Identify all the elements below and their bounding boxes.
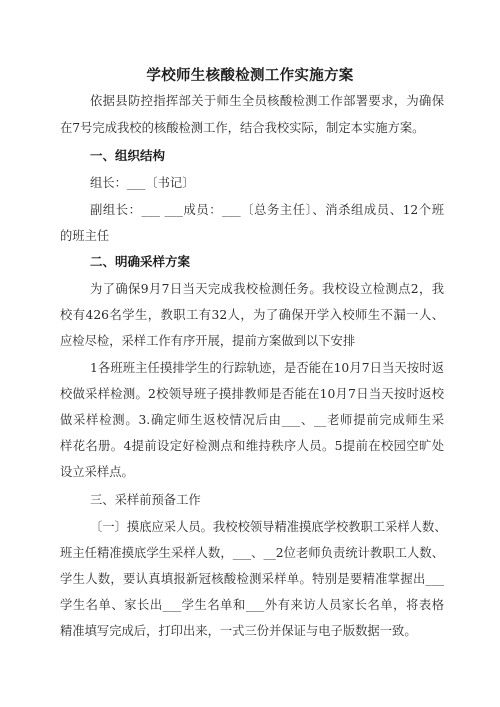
paragraph-line: 组长：___〔书记〕	[90, 176, 195, 190]
section-heading: 一、组织结构	[90, 148, 166, 163]
section-heading: 三、采样前预备工作	[90, 493, 201, 507]
paragraph-line: 精准填写完成后，打印出来，一式三份并保证与电子版数据一致。	[60, 624, 417, 638]
paragraph-line: 应检尽检，采样工作有序开展，提前方案做到以下安排	[60, 334, 356, 348]
paragraph-line: 为了确保9月7日当天完成我校检测任务。我校设立检测点2，我	[90, 282, 444, 296]
paragraph-line: 学生人数，要认真填报新冠核酸检测采样单。特别是要精准掌握出___	[60, 572, 444, 586]
paragraph-line: 样花名册。4提前设定好检测点和维持秩序人员。5提前在校园空旷处	[60, 439, 444, 453]
paragraph-line: 校做采样检测。2校领导班子摸排教师是否能在10月7日当天按时返校	[60, 387, 444, 401]
paragraph-line: 校有426名学生，教职工有32人，为了确保开学入校师生不漏一人、	[60, 308, 444, 322]
paragraph-line: 〔一〕摸底应采人员。我校校领导精准摸底学校教职工采样人数、	[90, 520, 447, 534]
document-title: 学校师生核酸检测工作实施方案	[146, 68, 354, 84]
paragraph-line: 班主任精准摸底学生采样人数，___、__2位老师负责统计教职工人数、	[60, 546, 444, 560]
paragraph-line: 的班主任	[60, 229, 110, 243]
paragraph-line: 在7号完成我校的核酸检测工作，结合我校实际，制定本实施方案。	[60, 121, 425, 135]
section-heading: 二、明确采样方案	[90, 254, 191, 269]
paragraph-line: 学生名单、家长出___学生名单和___外有来访人员家长名单，将表格	[60, 598, 444, 612]
paragraph-line: 依据县防控指挥部关于师生全员核酸检测工作部署要求，为确保	[90, 94, 444, 108]
paragraph-line: 1各班班主任摸排学生的行踪轨迹，是否能在10月7日当天按时返	[90, 361, 444, 375]
paragraph-line: 做采样检测。3.确定师生返校情况后由___、__老师提前完成师生采	[60, 413, 444, 427]
paragraph-line: 设立采样点。	[60, 465, 134, 479]
paragraph-line: 副组长：___ ___成员：___〔总务主任〕、消杀组成员、12个班	[90, 203, 444, 217]
